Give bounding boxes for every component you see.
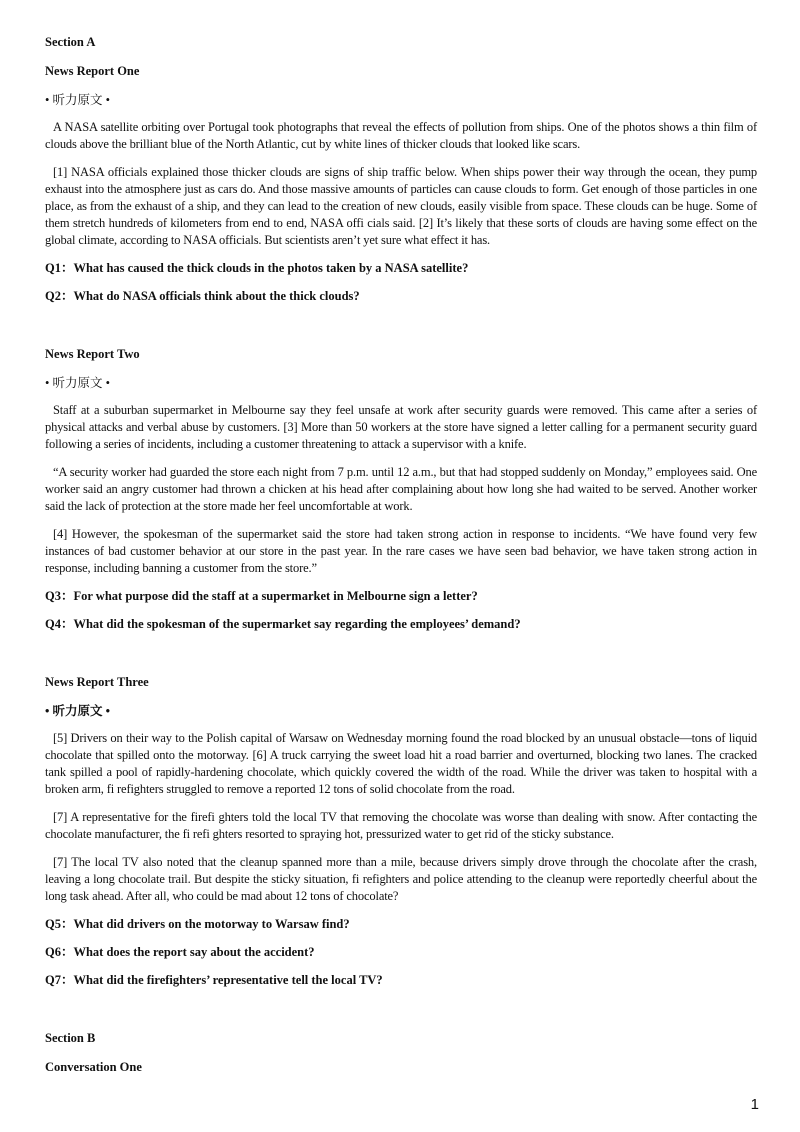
news-report-two-title: News Report Two xyxy=(45,347,140,361)
transcript-label: • 听力原文 • xyxy=(45,376,111,390)
report-one-paragraph-1: A NASA satellite orbiting over Portugal took photographs that reveal the effects of pollution from ships. One of the photos shows a thin film of clouds above the brilliant blue of the North Atlantic, cut by white lines of thicker clouds that looked like scars. xyxy=(45,120,757,151)
question-5: Q5：What did drivers on the motorway to Warsaw find? xyxy=(45,917,350,931)
question-4: Q4：What did the spokesman of the supermarket say regarding the employees’ demand? xyxy=(45,617,521,631)
report-one-paragraph-2: [1] NASA officials explained those thicker clouds are signs of ship traffic below. When ships power their way through the ocean, they pump exhaust into the atmosphere just as cars do. And those massive amounts of particles can cause clouds to form. Get enough of those particles in one place, as from the exhaust of a ship, and they can lead to the creation of new clouds, easily visible from space. These clouds can be huge. Some of them stretch hundreds of kilometers from end to end, NASA offi cials said. [2] It’s likely that these sorts of clouds are having some effect on the global climate, according to NASA officials. But scientists aren’t yet sure what effect it has. xyxy=(45,165,757,247)
question-6: Q6：What does the report say about the accident? xyxy=(45,945,315,959)
report-two-paragraph-1: Staff at a suburban supermarket in Melbourne say they feel unsafe at work after security guards were removed. This came after a series of physical attacks and verbal abuse by customers. [3] More than 50 workers at the store have signed a letter calling for a permanent security guard following a series of incidents, including a customer threatening to attack a supervisor with a knife. xyxy=(45,403,757,451)
section-b-title: Section B xyxy=(45,1031,96,1045)
report-two-paragraph-2: “A security worker had guarded the store each night from 7 p.m. until 12 a.m., but that had stopped suddenly on Monday,” employees said. One worker said an angry customer had thrown a chicken at his head after complaining about how long she had waited to be served. Another worker said the lack of protection at the store made her feel uncomfortable at work. xyxy=(45,465,757,513)
conversation-one-title: Conversation One xyxy=(45,1060,142,1074)
question-1: Q1：What has caused the thick clouds in the photos taken by a NASA satellite? xyxy=(45,261,469,275)
report-two-paragraph-3: [4] However, the spokesman of the supermarket said the store had taken strong action in response to incidents. “We have found very few instances of bad customer behavior at our store in the past year. In the rare cases we have seen bad behavior, we have taken strong action in response, including banning a customer from the store.” xyxy=(45,527,757,575)
question-7: Q7：What did the firefighters’ representative tell the local TV? xyxy=(45,973,383,987)
transcript-label: • 听力原文 • xyxy=(45,704,111,718)
section-a-title: Section A xyxy=(45,35,96,49)
document-page xyxy=(45,34,757,1088)
question-3: Q3：For what purpose did the staff at a supermarket in Melbourne sign a letter? xyxy=(45,589,478,603)
news-report-three-title: News Report Three xyxy=(45,675,149,689)
news-report-one-title: News Report One xyxy=(45,64,140,78)
report-three-paragraph-2: [7] A representative for the firefi ghters told the local TV that removing the chocolate was worse than dealing with snow. After contacting the chocolate manufacturer, the fi refi ghters resorted to spraying hot, pressurized water to get rid of the sticky substance. xyxy=(45,810,757,841)
report-three-paragraph-1: [5] Drivers on their way to the Polish capital of Warsaw on Wednesday morning found the road blocked by an unusual obstacle—tons of liquid chocolate that spilled onto the motorway. [6] A truck carrying the sweet load hit a road barrier and overturned, blocking two lanes. The cracked tank spilled a pool of rapidly-hardening chocolate, which quickly covered the width of the road. While the driver was taken to hospital with a broken arm, fi refighters struggled to remove a reported 12 tons of solid chocolate from the road. xyxy=(45,731,757,796)
report-three-paragraph-3: [7] The local TV also noted that the cleanup spanned more than a mile, because drivers simply drove through the chocolate after the crash, leaving a long chocolate trail. But despite the sticky situation, fi refighters and police attending to the cleanup were reportedly cheerful about the long task ahead. After all, who could be mad about 12 tons of chocolate? xyxy=(45,855,757,903)
page-number: 1 xyxy=(750,1096,759,1113)
transcript-label: • 听力原文 • xyxy=(45,93,111,107)
question-2: Q2：What do NASA officials think about the thick clouds? xyxy=(45,289,360,303)
